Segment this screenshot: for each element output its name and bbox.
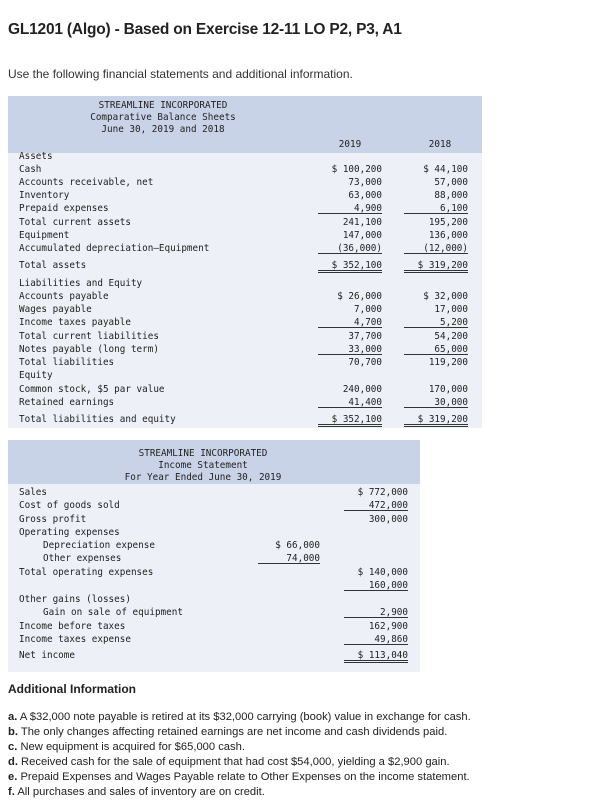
additional-info-item <box>8 786 265 798</box>
bs-row-value-2018: (12,000) <box>404 243 468 254</box>
additional-info-item <box>8 771 470 783</box>
is-row-label: Cost of goods sold <box>19 500 120 511</box>
is-row-value-inner: $ 66,000 <box>275 540 320 551</box>
is-row-label: Other expenses <box>43 553 122 564</box>
bs-row-value-2019: 7,000 <box>354 304 382 315</box>
is-company: STREAMLINE INCORPORATED <box>138 448 268 459</box>
is-row-value-outer: $ 772,000 <box>357 487 408 498</box>
bs-row-value-2018: 119,200 <box>428 357 468 368</box>
bs-row-label: Accumulated depreciation—Equipment <box>19 243 210 254</box>
bs-row-value-2019: 4,700 <box>318 317 382 328</box>
is-statement-name: Income Statement <box>158 460 248 471</box>
bs-row-value-2019: 63,000 <box>348 190 382 201</box>
bs-row-label: Total assets <box>19 260 87 271</box>
bs-row-label: Inventory <box>19 190 70 201</box>
is-row-value-outer: 49,860 <box>344 634 408 645</box>
bs-row-value-2019: 37,700 <box>348 331 382 342</box>
is-row-value-outer: 160,000 <box>344 580 408 591</box>
bs-row-value-2019: 240,000 <box>342 384 382 395</box>
balance-sheet-table <box>8 96 482 428</box>
item-letter: a. <box>8 711 18 723</box>
bs-date: June 30, 2019 and 2018 <box>101 124 225 135</box>
bs-row-value-2018: 195,200 <box>428 217 468 228</box>
item-letter: e. <box>8 771 18 783</box>
is-row-label: Gain on sale of equipment <box>43 607 183 618</box>
additional-info-item <box>8 711 471 723</box>
is-row-value-outer: 472,000 <box>344 500 408 511</box>
bs-row-value-2018: 65,000 <box>404 344 468 355</box>
is-row-value-outer: 2,900 <box>344 607 408 618</box>
is-row-value-outer: 162,900 <box>368 621 408 632</box>
is-row-value-inner: 74,000 <box>258 553 320 564</box>
bs-row-label: Liabilities and Equity <box>19 278 143 289</box>
is-row-value-outer: 300,000 <box>368 514 408 525</box>
item-letter: f. <box>8 786 15 798</box>
additional-info-item <box>8 741 245 753</box>
bs-statement-name: Comparative Balance Sheets <box>90 112 236 123</box>
bs-row-value-2018: 88,000 <box>434 190 468 201</box>
bs-row-value-2018: 5,200 <box>404 317 468 328</box>
is-row-label: Operating expenses <box>19 527 120 538</box>
additional-info-item <box>8 756 450 768</box>
bs-row-label: Accounts receivable, net <box>19 177 154 188</box>
bs-assets-label: Assets <box>19 151 53 162</box>
item-text: Received cash for the sale of equipment that had cost $54,000, yielding a $2,900 gain. <box>17 756 450 768</box>
item-text: All purchases and sales of inventory are on credit. <box>14 786 265 798</box>
item-text: A $32,000 note payable is retired at its $32,000 carrying (book) value in exchange for cash. <box>17 711 471 723</box>
is-row-label: Gross profit <box>19 514 87 525</box>
bs-row-label: Notes payable (long term) <box>19 344 159 355</box>
bs-row-value-2018: 54,200 <box>434 331 468 342</box>
bs-row-value-2019: $ 26,000 <box>337 291 382 302</box>
additional-info-heading: Additional Information <box>8 682 136 696</box>
bs-row-label: Prepaid expenses <box>19 203 109 214</box>
bs-company: STREAMLINE INCORPORATED <box>98 100 228 111</box>
bs-row-label: Wages payable <box>19 304 92 315</box>
bs-row-value-2019: 4,900 <box>318 203 382 214</box>
bs-row-value-2018: 6,100 <box>404 203 468 214</box>
bs-row-label: Equity <box>19 370 53 381</box>
bs-row-value-2019: $ 352,100 <box>318 414 382 427</box>
bs-row-value-2019: 241,100 <box>342 217 382 228</box>
bs-row-value-2019: (36,000) <box>318 243 382 254</box>
bs-row-value-2019: 73,000 <box>348 177 382 188</box>
item-letter: d. <box>8 756 18 768</box>
is-row-label: Income before taxes <box>19 621 126 632</box>
item-text: New equipment is acquired for $65,000 cash. <box>17 741 245 753</box>
bs-row-value-2019: $ 352,100 <box>318 260 382 273</box>
bs-row-value-2018: $ 44,100 <box>423 164 468 175</box>
bs-row-label: Total liabilities and equity <box>19 414 176 425</box>
bs-col-2019: 2019 <box>338 139 362 150</box>
intro-text: Use the following financial statements and additional information. <box>8 67 353 81</box>
is-row-label: Sales <box>19 487 47 498</box>
bs-row-value-2018: $ 32,000 <box>423 291 468 302</box>
is-row-value-outer: $ 113,040 <box>344 650 408 663</box>
is-row-label: Depreciation expense <box>43 540 155 551</box>
bs-row-label: Equipment <box>19 230 70 241</box>
income-statement-table <box>8 440 420 672</box>
bs-row-label: Cash <box>19 164 42 175</box>
bs-row-value-2018: $ 319,200 <box>404 414 468 427</box>
item-letter: b. <box>8 726 18 738</box>
bs-row-label: Income taxes payable <box>19 317 131 328</box>
is-row-value-outer: $ 140,000 <box>357 567 408 578</box>
bs-row-value-2019: 147,000 <box>342 230 382 241</box>
bs-row-value-2018: $ 319,200 <box>404 260 468 273</box>
bs-row-label: Accounts payable <box>19 291 109 302</box>
bs-row-label: Common stock, $5 par value <box>19 384 165 395</box>
bs-row-label: Retained earnings <box>19 397 115 408</box>
item-text: Prepaid Expenses and Wages Payable relate to Other Expenses on the income statement. <box>17 771 470 783</box>
item-text: The only changes affecting retained earnings are net income and cash dividends paid. <box>17 726 448 738</box>
is-date: For Year Ended June 30, 2019 <box>124 472 282 483</box>
bs-col-2018: 2018 <box>428 139 452 150</box>
bs-row-value-2019: 41,400 <box>318 397 382 408</box>
bs-row-value-2018: 30,000 <box>404 397 468 408</box>
additional-info-item <box>8 726 447 738</box>
bs-row-value-2018: 170,000 <box>428 384 468 395</box>
page-title: GL1201 (Algo) - Based on Exercise 12-11 LO P2, P3, A1 <box>8 21 402 38</box>
bs-row-label: Total current assets <box>19 217 131 228</box>
item-letter: c. <box>8 741 18 753</box>
bs-row-value-2019: 70,700 <box>348 357 382 368</box>
is-row-label: Net income <box>19 650 75 661</box>
bs-row-value-2018: 17,000 <box>434 304 468 315</box>
bs-row-value-2019: 33,000 <box>318 344 382 355</box>
bs-row-value-2019: $ 100,200 <box>331 164 382 175</box>
is-row-label: Total operating expenses <box>19 567 154 578</box>
bs-row-value-2018: 136,000 <box>428 230 468 241</box>
is-row-label: Other gains (losses) <box>19 594 131 605</box>
is-row-label: Income taxes expense <box>19 634 131 645</box>
bs-row-label: Total liabilities <box>19 357 115 368</box>
bs-row-label: Total current liabilities <box>19 331 159 342</box>
bs-row-value-2018: 57,000 <box>434 177 468 188</box>
